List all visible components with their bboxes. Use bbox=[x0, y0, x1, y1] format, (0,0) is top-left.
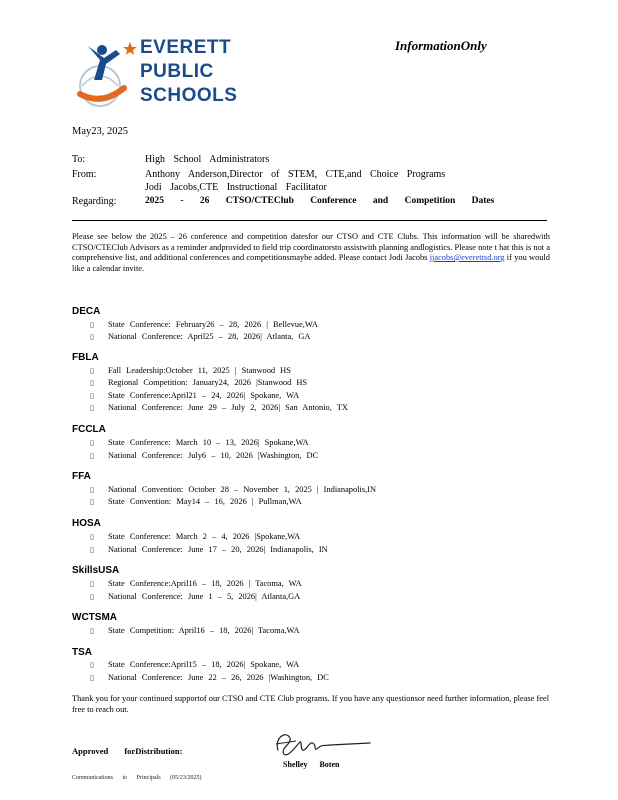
contact-email-link[interactable]: jjacobs@everettsd.org bbox=[429, 253, 505, 262]
regarding-value: 2025 - 26 CTSO/CTEClub Conference and Competition Dates bbox=[145, 196, 495, 206]
intro-tail: if you would like a calendar invite. bbox=[72, 253, 550, 273]
org-heading-skillsusa: SkillsUSA bbox=[72, 565, 120, 576]
regarding-label: Regarding: bbox=[72, 196, 117, 207]
bullet-icon: ▯ bbox=[90, 498, 94, 506]
list-item: ▯ State Convention: May14 – 16, 2026 | Pullman,WA bbox=[90, 497, 302, 506]
logo-line-schools: SCHOOLS bbox=[140, 85, 238, 106]
bullet-icon: ▯ bbox=[90, 379, 94, 387]
signer-name: Shelley Boten bbox=[283, 760, 340, 769]
list-item: ▯ State Conference:April16 – 18, 2026 | Tacoma, WA bbox=[90, 579, 302, 588]
signature-image bbox=[270, 728, 380, 760]
document-footer: Communications to Principals (05/23/2025) bbox=[72, 775, 202, 781]
information-only-note: InformationOnly bbox=[395, 38, 487, 53]
bullet-icon: ▯ bbox=[90, 333, 94, 341]
bullet-icon: ▯ bbox=[90, 546, 94, 554]
org-heading-fbla: FBLA bbox=[72, 352, 99, 363]
org-heading-fccla: FCCLA bbox=[72, 424, 106, 435]
closing-paragraph: Thank you for your continued supportof our CTSO and CTE Club programs. If you have any questionsor need further information, please feel free to reach out. bbox=[72, 694, 550, 714]
header-divider bbox=[72, 220, 547, 221]
bullet-icon: ▯ bbox=[90, 392, 94, 400]
org-heading-tsa: TSA bbox=[72, 647, 92, 658]
bullet-icon: ▯ bbox=[90, 627, 94, 635]
org-heading-ffa: FFA bbox=[72, 471, 91, 482]
logo-line-public: PUBLIC bbox=[140, 61, 214, 82]
bullet-icon: ▯ bbox=[90, 674, 94, 682]
bullet-icon: ▯ bbox=[90, 367, 94, 375]
bullet-icon: ▯ bbox=[90, 533, 94, 541]
list-item: ▯ National Conference: June 22 – 26, 2026 |Washington, DC bbox=[90, 673, 329, 682]
org-heading-hosa: HOSA bbox=[72, 518, 101, 529]
bullet-icon: ▯ bbox=[90, 593, 94, 601]
list-item: ▯ National Conference: June 1 – 5, 2026| Atlanta,GA bbox=[90, 592, 301, 601]
memo-date: May23, 2025 bbox=[72, 126, 128, 137]
list-item: ▯ National Convention: October 28 – November 1, 2025 | Indianapolis,IN bbox=[90, 485, 377, 494]
logo-line-everett: EVERETT bbox=[140, 37, 232, 58]
list-item: ▯ State Conference: March 10 – 13, 2026| Spokane,WA bbox=[90, 438, 309, 447]
to-label: To: bbox=[72, 154, 86, 165]
list-item: ▯ National Conference: July6 – 10, 2026 |Washington, DC bbox=[90, 451, 319, 460]
bullet-icon: ▯ bbox=[90, 439, 94, 447]
list-item: ▯ Fall Leadership:October 11, 2025 | Stanwood HS bbox=[90, 366, 291, 375]
from-value-line1: Anthony Anderson,Director of STEM, CTE,and Choice Programs bbox=[145, 169, 446, 180]
intro-text: Please see below the 2025 – 26 conference and competition datesfor our CTSO and CTE Clubs. This information will be sharedwith CTSO/CTEClub Advisors as a reminder andprovided to field trip coordinatorsto assistwith planning andlogistics. Please note t hat this is not a comprehensive list, and additional conferences and competitionsmaybe added. Please contact Jodi Jacobs bbox=[72, 232, 550, 262]
from-label: From: bbox=[72, 169, 97, 180]
list-item: ▯ State Conference:April21 – 24, 2026| Spokane, WA bbox=[90, 391, 300, 400]
list-item: ▯ State Competition: April16 – 18, 2026| Tacoma,WA bbox=[90, 626, 300, 635]
from-value-line2: Jodi Jacobs,CTE Instructional Facilitator bbox=[145, 182, 327, 193]
approved-for-distribution-label: Approved forDistribution: bbox=[72, 746, 183, 756]
org-heading-deca: DECA bbox=[72, 306, 101, 317]
bullet-icon: ▯ bbox=[90, 661, 94, 669]
list-item: ▯ Regional Competition: January24, 2026 |Stanwood HS bbox=[90, 378, 308, 387]
list-item: ▯ National Conference: June 17 – 20, 2026| Indianapolis, IN bbox=[90, 545, 328, 554]
list-item: ▯ State Conference: February26 – 28, 2026 | Bellevue,WA bbox=[90, 320, 318, 329]
org-heading-wctsma: WCTSMA bbox=[72, 612, 117, 623]
list-item: ▯ National Conference: April25 – 28, 2026| Atlanta, GA bbox=[90, 332, 311, 341]
bullet-icon: ▯ bbox=[90, 321, 94, 329]
list-item: ▯ State Conference: March 2 – 4, 2026 |Spokane,WA bbox=[90, 532, 301, 541]
bullet-icon: ▯ bbox=[90, 452, 94, 460]
bullet-icon: ▯ bbox=[90, 486, 94, 494]
list-item: ▯ National Conference: June 29 – July 2, 2026| San Antonio, TX bbox=[90, 403, 348, 412]
bullet-icon: ▯ bbox=[90, 580, 94, 588]
list-item: ▯ State Conference:April15 – 18, 2026| Spokane, WA bbox=[90, 660, 300, 669]
bullet-icon: ▯ bbox=[90, 404, 94, 412]
to-value: High School Administrators bbox=[145, 154, 270, 165]
intro-paragraph bbox=[72, 232, 550, 274]
